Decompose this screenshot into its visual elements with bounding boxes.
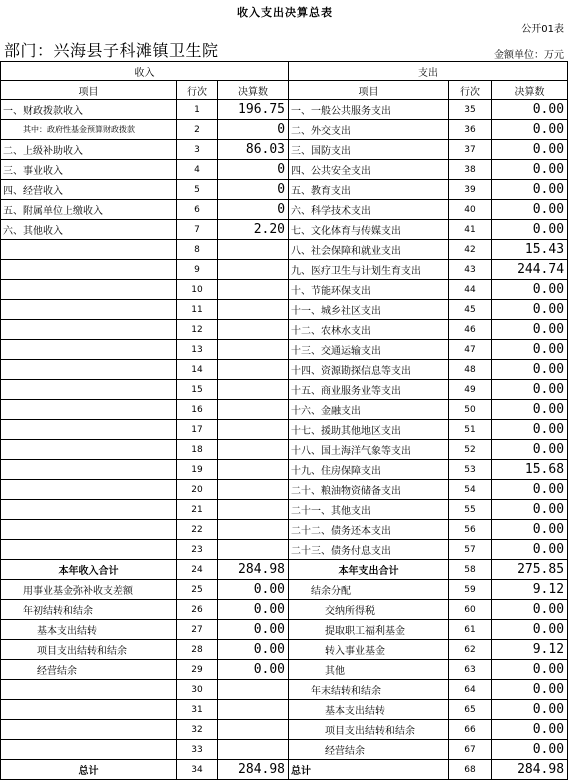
expense-rowno-cell: 49 bbox=[449, 380, 492, 400]
expense-rowno-cell: 64 bbox=[449, 680, 492, 700]
expense-amount-cell: 0.00 bbox=[492, 160, 568, 180]
expense-amount-cell: 0.00 bbox=[492, 300, 568, 320]
income-amount-cell bbox=[218, 280, 289, 300]
expense-item-cell: 其他 bbox=[289, 660, 449, 680]
expense-item-cell: 三、国防支出 bbox=[289, 140, 449, 160]
table-row bbox=[1, 320, 568, 340]
expense-item-cell: 十四、资源勘探信息等支出 bbox=[289, 360, 449, 380]
income-rowno-cell: 12 bbox=[177, 320, 218, 340]
expense-amount-cell: 0.00 bbox=[492, 660, 568, 680]
table-row bbox=[1, 140, 568, 160]
expense-amount-cell: 9.12 bbox=[492, 640, 568, 660]
table-row bbox=[1, 540, 568, 560]
table-row bbox=[1, 300, 568, 320]
income-item-cell bbox=[1, 740, 177, 760]
income-amount-cell bbox=[218, 320, 289, 340]
income-amount-cell: 0 bbox=[218, 180, 289, 200]
income-rowno-cell: 29 bbox=[177, 660, 218, 680]
expense-item-cell: 转入事业基金 bbox=[289, 640, 449, 660]
expense-rowno-cell: 52 bbox=[449, 440, 492, 460]
expense-amount-cell: 0.00 bbox=[492, 200, 568, 220]
expense-rowno-cell: 59 bbox=[449, 580, 492, 600]
expense-rowno-cell: 50 bbox=[449, 400, 492, 420]
expense-amount-cell: 0.00 bbox=[492, 520, 568, 540]
income-amount-cell bbox=[218, 260, 289, 280]
expense-rowno-cell: 54 bbox=[449, 480, 492, 500]
income-item-header: 项目 bbox=[1, 81, 177, 100]
expense-rowno-cell: 41 bbox=[449, 220, 492, 240]
income-header: 收入 bbox=[1, 62, 289, 81]
income-amount-cell: 196.75 bbox=[218, 100, 289, 120]
expense-amount-cell: 0.00 bbox=[492, 380, 568, 400]
income-item-cell bbox=[1, 240, 177, 260]
table-row bbox=[1, 400, 568, 420]
income-item-cell: 年初结转和结余 bbox=[1, 600, 177, 620]
income-amount-cell bbox=[218, 360, 289, 380]
expense-rowno-cell: 43 bbox=[449, 260, 492, 280]
income-amount-cell bbox=[218, 520, 289, 540]
expense-item-cell: 二、外交支出 bbox=[289, 120, 449, 140]
income-amount-cell: 0.00 bbox=[218, 620, 289, 640]
section-header-row bbox=[1, 62, 568, 81]
table-row bbox=[1, 720, 568, 740]
expense-rowno-cell: 38 bbox=[449, 160, 492, 180]
income-amount-cell bbox=[218, 420, 289, 440]
expense-amount-header: 决算数 bbox=[492, 81, 568, 100]
expense-item-cell: 七、文化体育与传媒支出 bbox=[289, 220, 449, 240]
income-item-cell: 项目支出结转和结余 bbox=[1, 640, 177, 660]
income-rowno-cell: 26 bbox=[177, 600, 218, 620]
income-amount-cell: 0 bbox=[218, 160, 289, 180]
income-rowno-cell: 13 bbox=[177, 340, 218, 360]
expense-rowno-cell: 48 bbox=[449, 360, 492, 380]
income-rowno-header: 行次 bbox=[177, 81, 218, 100]
income-rowno-cell: 31 bbox=[177, 700, 218, 720]
income-amount-cell bbox=[218, 480, 289, 500]
expense-rowno-cell: 51 bbox=[449, 420, 492, 440]
expense-rowno-cell: 37 bbox=[449, 140, 492, 160]
expense-rowno-cell: 57 bbox=[449, 540, 492, 560]
income-item-cell bbox=[1, 680, 177, 700]
table-row bbox=[1, 380, 568, 400]
expense-item-cell: 九、医疗卫生与计划生育支出 bbox=[289, 260, 449, 280]
income-item-cell bbox=[1, 320, 177, 340]
expense-rowno-cell: 53 bbox=[449, 460, 492, 480]
expense-amount-cell: 0.00 bbox=[492, 360, 568, 380]
income-amount-cell bbox=[218, 440, 289, 460]
expense-amount-cell: 0.00 bbox=[492, 540, 568, 560]
table-row bbox=[1, 360, 568, 380]
expense-item-cell: 年末结转和结余 bbox=[289, 680, 449, 700]
income-rowno-cell: 32 bbox=[177, 720, 218, 740]
table-body bbox=[1, 100, 568, 780]
income-amount-cell: 284.98 bbox=[218, 560, 289, 580]
table-row bbox=[1, 200, 568, 220]
expense-item-cell: 二十二、债务还本支出 bbox=[289, 520, 449, 540]
table-row bbox=[1, 420, 568, 440]
expense-item-cell: 十七、援助其他地区支出 bbox=[289, 420, 449, 440]
income-rowno-cell: 16 bbox=[177, 400, 218, 420]
income-item-cell bbox=[1, 360, 177, 380]
table-row bbox=[1, 440, 568, 460]
expense-amount-cell: 0.00 bbox=[492, 340, 568, 360]
table-row bbox=[1, 260, 568, 280]
income-rowno-cell: 34 bbox=[177, 760, 218, 780]
expense-rowno-cell: 42 bbox=[449, 240, 492, 260]
table-row bbox=[1, 760, 568, 780]
expense-amount-cell: 15.68 bbox=[492, 460, 568, 480]
table-row bbox=[1, 660, 568, 680]
expense-item-cell: 五、教育支出 bbox=[289, 180, 449, 200]
expense-item-cell: 十五、商业服务业等支出 bbox=[289, 380, 449, 400]
income-item-cell bbox=[1, 300, 177, 320]
income-item-cell bbox=[1, 420, 177, 440]
expense-rowno-cell: 44 bbox=[449, 280, 492, 300]
table-row bbox=[1, 160, 568, 180]
income-item-cell bbox=[1, 540, 177, 560]
expense-amount-cell: 15.43 bbox=[492, 240, 568, 260]
table-row bbox=[1, 220, 568, 240]
income-amount-cell: 0 bbox=[218, 200, 289, 220]
income-amount-cell bbox=[218, 500, 289, 520]
expense-rowno-cell: 39 bbox=[449, 180, 492, 200]
income-rowno-cell: 11 bbox=[177, 300, 218, 320]
income-rowno-cell: 17 bbox=[177, 420, 218, 440]
income-rowno-cell: 4 bbox=[177, 160, 218, 180]
table-row bbox=[1, 180, 568, 200]
expense-item-cell: 八、社会保障和就业支出 bbox=[289, 240, 449, 260]
table-row bbox=[1, 120, 568, 140]
department-label: 部门：兴海县子科滩镇卫生院 bbox=[4, 41, 219, 60]
expense-amount-cell: 0.00 bbox=[492, 720, 568, 740]
expense-item-cell: 十九、住房保障支出 bbox=[289, 460, 449, 480]
income-item-cell: 四、经营收入 bbox=[1, 180, 177, 200]
income-rowno-cell: 15 bbox=[177, 380, 218, 400]
income-item-cell bbox=[1, 480, 177, 500]
income-rowno-cell: 23 bbox=[177, 540, 218, 560]
income-amount-cell bbox=[218, 740, 289, 760]
income-rowno-cell: 1 bbox=[177, 100, 218, 120]
income-rowno-cell: 20 bbox=[177, 480, 218, 500]
expense-item-cell: 六、科学技术支出 bbox=[289, 200, 449, 220]
expense-item-cell: 十八、国土海洋气象等支出 bbox=[289, 440, 449, 460]
expense-item-cell: 十、节能环保支出 bbox=[289, 280, 449, 300]
income-rowno-cell: 19 bbox=[177, 460, 218, 480]
expense-rowno-cell: 36 bbox=[449, 120, 492, 140]
income-rowno-cell: 18 bbox=[177, 440, 218, 460]
expense-amount-cell: 0.00 bbox=[492, 220, 568, 240]
income-rowno-cell: 7 bbox=[177, 220, 218, 240]
income-amount-cell bbox=[218, 680, 289, 700]
table-row bbox=[1, 520, 568, 540]
expense-amount-cell: 0.00 bbox=[492, 400, 568, 420]
income-item-cell bbox=[1, 260, 177, 280]
income-rowno-cell: 21 bbox=[177, 500, 218, 520]
table-row bbox=[1, 240, 568, 260]
table-row bbox=[1, 340, 568, 360]
income-rowno-cell: 24 bbox=[177, 560, 218, 580]
income-rowno-cell: 33 bbox=[177, 740, 218, 760]
table-row bbox=[1, 560, 568, 580]
income-amount-cell bbox=[218, 240, 289, 260]
expense-rowno-cell: 58 bbox=[449, 560, 492, 580]
income-amount-cell: 0.00 bbox=[218, 660, 289, 680]
income-item-cell bbox=[1, 460, 177, 480]
income-amount-header: 决算数 bbox=[218, 81, 289, 100]
expense-amount-cell: 0.00 bbox=[492, 320, 568, 340]
income-item-cell bbox=[1, 520, 177, 540]
expense-rowno-cell: 62 bbox=[449, 640, 492, 660]
table-row bbox=[1, 280, 568, 300]
income-item-cell: 经营结余 bbox=[1, 660, 177, 680]
income-rowno-cell: 6 bbox=[177, 200, 218, 220]
expense-rowno-cell: 65 bbox=[449, 700, 492, 720]
expense-amount-cell: 0.00 bbox=[492, 700, 568, 720]
expense-amount-cell: 0.00 bbox=[492, 500, 568, 520]
expense-amount-cell: 0.00 bbox=[492, 440, 568, 460]
income-rowno-cell: 27 bbox=[177, 620, 218, 640]
expense-amount-cell: 0.00 bbox=[492, 680, 568, 700]
income-item-cell bbox=[1, 400, 177, 420]
income-rowno-cell: 14 bbox=[177, 360, 218, 380]
table-row bbox=[1, 460, 568, 480]
table-row bbox=[1, 480, 568, 500]
expense-rowno-cell: 35 bbox=[449, 100, 492, 120]
expense-amount-cell: 0.00 bbox=[492, 180, 568, 200]
income-rowno-cell: 25 bbox=[177, 580, 218, 600]
expense-header: 支出 bbox=[289, 62, 568, 81]
expense-rowno-cell: 55 bbox=[449, 500, 492, 520]
income-amount-cell bbox=[218, 720, 289, 740]
income-item-cell bbox=[1, 340, 177, 360]
income-amount-cell: 0.00 bbox=[218, 640, 289, 660]
income-rowno-cell: 3 bbox=[177, 140, 218, 160]
report-title: 收入支出决算总表 bbox=[237, 6, 333, 19]
table-row bbox=[1, 600, 568, 620]
income-amount-cell: 0.00 bbox=[218, 600, 289, 620]
expense-amount-cell: 0.00 bbox=[492, 480, 568, 500]
income-expense-table bbox=[0, 61, 568, 780]
income-item-cell: 三、事业收入 bbox=[1, 160, 177, 180]
expense-rowno-header: 行次 bbox=[449, 81, 492, 100]
expense-rowno-cell: 63 bbox=[449, 660, 492, 680]
column-header-row bbox=[1, 81, 568, 100]
expense-amount-cell: 9.12 bbox=[492, 580, 568, 600]
expense-item-cell: 提取职工福利基金 bbox=[289, 620, 449, 640]
income-rowno-cell: 2 bbox=[177, 120, 218, 140]
income-rowno-cell: 28 bbox=[177, 640, 218, 660]
income-item-cell: 五、附属单位上缴收入 bbox=[1, 200, 177, 220]
income-item-cell: 六、其他收入 bbox=[1, 220, 177, 240]
income-amount-cell bbox=[218, 400, 289, 420]
income-amount-cell bbox=[218, 460, 289, 480]
income-item-cell: 其中：政府性基金预算财政拨款 bbox=[1, 120, 177, 140]
income-item-cell: 用事业基金弥补收支差额 bbox=[1, 580, 177, 600]
income-amount-cell: 0 bbox=[218, 120, 289, 140]
income-item-cell bbox=[1, 280, 177, 300]
income-rowno-cell: 8 bbox=[177, 240, 218, 260]
expense-item-cell: 十二、农林水支出 bbox=[289, 320, 449, 340]
income-item-cell bbox=[1, 440, 177, 460]
table-row bbox=[1, 740, 568, 760]
expense-amount-cell: 0.00 bbox=[492, 120, 568, 140]
expense-rowno-cell: 68 bbox=[449, 760, 492, 780]
expense-rowno-cell: 46 bbox=[449, 320, 492, 340]
amount-unit: 金额单位：万元 bbox=[494, 50, 564, 61]
expense-item-cell: 二十一、其他支出 bbox=[289, 500, 449, 520]
table-row bbox=[1, 580, 568, 600]
expense-rowno-cell: 61 bbox=[449, 620, 492, 640]
expense-item-cell: 十一、城乡社区支出 bbox=[289, 300, 449, 320]
expense-item-cell: 交纳所得税 bbox=[289, 600, 449, 620]
expense-rowno-cell: 66 bbox=[449, 720, 492, 740]
expense-rowno-cell: 40 bbox=[449, 200, 492, 220]
expense-amount-cell: 0.00 bbox=[492, 280, 568, 300]
expense-item-cell: 二十、粮油物资储备支出 bbox=[289, 480, 449, 500]
table-row bbox=[1, 500, 568, 520]
expense-item-header: 项目 bbox=[289, 81, 449, 100]
table-row bbox=[1, 700, 568, 720]
expense-amount-cell: 0.00 bbox=[492, 600, 568, 620]
income-amount-cell bbox=[218, 700, 289, 720]
expense-item-cell: 一、一般公共服务支出 bbox=[289, 100, 449, 120]
form-number: 公开01表 bbox=[521, 24, 564, 35]
table-row bbox=[1, 100, 568, 120]
income-rowno-cell: 9 bbox=[177, 260, 218, 280]
income-item-cell: 一、财政拨款收入 bbox=[1, 100, 177, 120]
income-amount-cell bbox=[218, 540, 289, 560]
income-item-cell: 二、上级补助收入 bbox=[1, 140, 177, 160]
income-amount-cell bbox=[218, 300, 289, 320]
income-item-cell bbox=[1, 700, 177, 720]
expense-amount-cell: 0.00 bbox=[492, 140, 568, 160]
income-amount-cell: 284.98 bbox=[218, 760, 289, 780]
income-item-cell bbox=[1, 720, 177, 740]
expense-item-cell: 结余分配 bbox=[289, 580, 449, 600]
expense-item-cell: 项目支出结转和结余 bbox=[289, 720, 449, 740]
income-rowno-cell: 30 bbox=[177, 680, 218, 700]
income-amount-cell: 2.20 bbox=[218, 220, 289, 240]
expense-amount-cell: 275.85 bbox=[492, 560, 568, 580]
table-row bbox=[1, 620, 568, 640]
income-item-cell bbox=[1, 380, 177, 400]
expense-amount-cell: 284.98 bbox=[492, 760, 568, 780]
income-item-cell: 总计 bbox=[1, 760, 177, 780]
income-amount-cell bbox=[218, 340, 289, 360]
expense-item-cell: 总计 bbox=[289, 760, 449, 780]
expense-amount-cell: 0.00 bbox=[492, 740, 568, 760]
expense-item-cell: 四、公共安全支出 bbox=[289, 160, 449, 180]
expense-amount-cell: 0.00 bbox=[492, 420, 568, 440]
income-item-cell: 本年收入合计 bbox=[1, 560, 177, 580]
expense-rowno-cell: 60 bbox=[449, 600, 492, 620]
expense-amount-cell: 0.00 bbox=[492, 620, 568, 640]
income-item-cell: 基本支出结转 bbox=[1, 620, 177, 640]
expense-rowno-cell: 45 bbox=[449, 300, 492, 320]
expense-item-cell: 十三、交通运输支出 bbox=[289, 340, 449, 360]
expense-item-cell: 十六、金融支出 bbox=[289, 400, 449, 420]
income-rowno-cell: 22 bbox=[177, 520, 218, 540]
table-row bbox=[1, 680, 568, 700]
expense-item-cell: 本年支出合计 bbox=[289, 560, 449, 580]
expense-rowno-cell: 56 bbox=[449, 520, 492, 540]
income-amount-cell bbox=[218, 380, 289, 400]
table-row bbox=[1, 640, 568, 660]
expense-item-cell: 经营结余 bbox=[289, 740, 449, 760]
expense-item-cell: 二十三、债务付息支出 bbox=[289, 540, 449, 560]
income-rowno-cell: 5 bbox=[177, 180, 218, 200]
income-rowno-cell: 10 bbox=[177, 280, 218, 300]
expense-rowno-cell: 67 bbox=[449, 740, 492, 760]
income-amount-cell: 86.03 bbox=[218, 140, 289, 160]
income-item-cell bbox=[1, 500, 177, 520]
expense-item-cell: 基本支出结转 bbox=[289, 700, 449, 720]
income-amount-cell: 0.00 bbox=[218, 580, 289, 600]
expense-rowno-cell: 47 bbox=[449, 340, 492, 360]
expense-amount-cell: 0.00 bbox=[492, 100, 568, 120]
expense-amount-cell: 244.74 bbox=[492, 260, 568, 280]
